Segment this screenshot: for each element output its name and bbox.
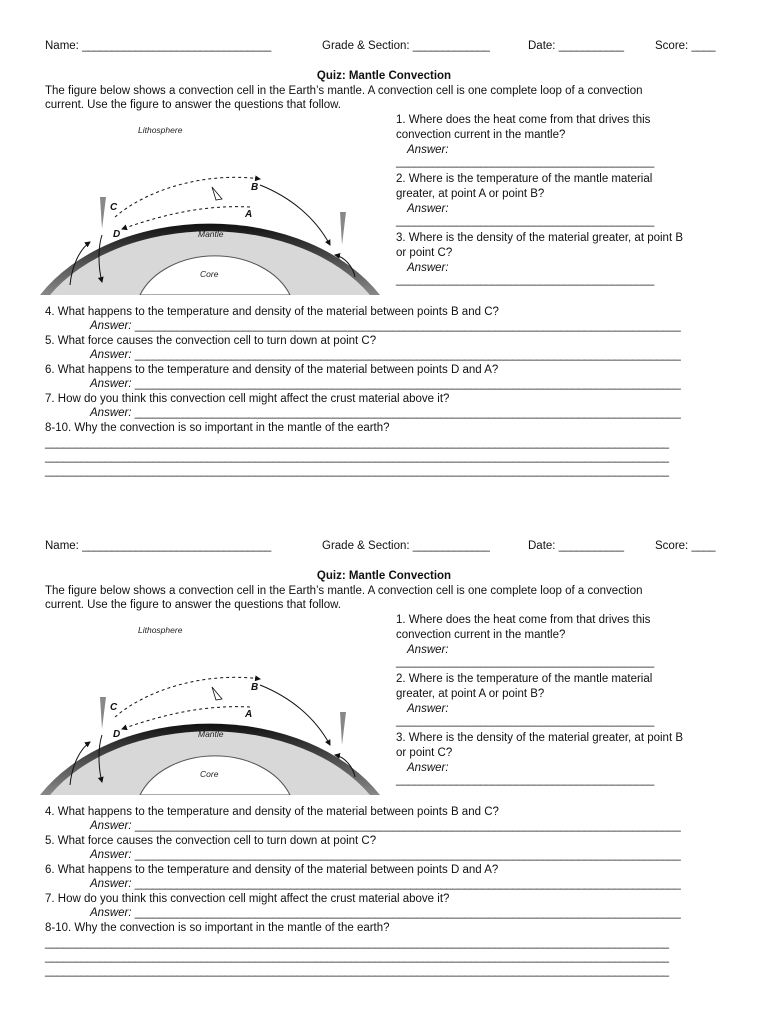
answer-label: Answer: xyxy=(407,703,449,715)
answer-row-q7 xyxy=(90,906,680,920)
mantle-convection-figure xyxy=(40,117,380,295)
essay-line-2[interactable]: ________________________________________________________________________________________________________ xyxy=(45,951,669,963)
question-5: 5. What force causes the convection cell to turn down at point C? xyxy=(45,335,377,347)
answer-label: Answer: xyxy=(407,762,449,774)
intro-line-1: The figure below shows a convection cell in the Earth’s mantle. A convection cell is one complete loop of a convection xyxy=(45,85,643,97)
score-field[interactable]: ____ xyxy=(691,40,716,52)
core-label: Core xyxy=(200,269,219,279)
answer-label: Answer: xyxy=(90,820,132,832)
question-4: 4. What happens to the temperature and density of the material between points B and C? xyxy=(45,806,499,818)
question-2-line-1: 2. Where is the temperature of the mantle material xyxy=(396,173,653,185)
grade-group xyxy=(322,539,489,553)
grade-label: Grade & Section: xyxy=(322,40,410,52)
quiz-title: Quiz: Mantle Convection xyxy=(316,570,452,582)
score-label: Score: xyxy=(655,40,689,52)
answer-row-q6 xyxy=(90,377,680,391)
mantle-label: Mantle xyxy=(198,229,224,239)
question-3-line-1: 3. Where is the density of the material greater, at point B xyxy=(396,232,684,244)
score-group xyxy=(655,39,715,53)
answer-label: Answer: xyxy=(90,878,132,890)
essay-line-1[interactable]: ________________________________________________________________________________________________________ xyxy=(45,937,669,949)
answer-field-q3[interactable]: ___________________________________________ xyxy=(396,274,654,286)
question-6: 6. What happens to the temperature and density of the material between points D and A? xyxy=(45,364,499,376)
answer-row-q5 xyxy=(90,848,680,862)
answer-field-q5[interactable]: ___________________________________________________________________________________________ xyxy=(134,349,681,361)
question-1-line-1: 1. Where does the heat come from that drives this xyxy=(396,114,651,126)
question-7: 7. How do you think this convection cell might affect the crust material above it? xyxy=(45,393,450,405)
essay-line-1[interactable]: ________________________________________________________________________________________________________ xyxy=(45,437,669,449)
answer-field-q2[interactable]: ___________________________________________ xyxy=(396,215,654,227)
essay-line-3[interactable]: ________________________________________________________________________________________________________ xyxy=(45,965,669,977)
question-1-line-2: convection current in the mantle? xyxy=(396,629,566,641)
quiz-copy-1 xyxy=(0,0,768,500)
point-b-label: B xyxy=(251,682,259,693)
essay-line-2[interactable]: ________________________________________________________________________________________________________ xyxy=(45,451,669,463)
name-label: Name: xyxy=(45,540,79,552)
question-2-line-1: 2. Where is the temperature of the mantle material xyxy=(396,673,653,685)
intro-line-2: current. Use the figure to answer the questions that follow. xyxy=(45,99,341,111)
score-group xyxy=(655,539,715,553)
quiz-title: Quiz: Mantle Convection xyxy=(316,70,452,82)
answer-field-q4[interactable]: ___________________________________________________________________________________________ xyxy=(134,820,681,832)
question-4: 4. What happens to the temperature and density of the material between points B and C? xyxy=(45,306,499,318)
answer-label: Answer: xyxy=(407,144,449,156)
answer-row-q6 xyxy=(90,877,680,891)
answer-field-q4[interactable]: ___________________________________________________________________________________________ xyxy=(134,320,681,332)
grade-label: Grade & Section: xyxy=(322,540,410,552)
date-label: Date: xyxy=(528,540,556,552)
question-3-line-2: or point C? xyxy=(396,747,453,759)
answer-label: Answer: xyxy=(90,407,132,419)
name-field[interactable]: ________________________________ xyxy=(82,540,271,552)
question-1-line-2: convection current in the mantle? xyxy=(396,129,566,141)
intro-line-1: The figure below shows a convection cell in the Earth’s mantle. A convection cell is one complete loop of a convection xyxy=(45,585,643,597)
question-3-line-1: 3. Where is the density of the material greater, at point B xyxy=(396,732,684,744)
answer-row-q4 xyxy=(90,319,680,333)
point-d-label: D xyxy=(113,729,121,740)
quiz-copy-2 xyxy=(0,500,768,1000)
point-c-label: C xyxy=(110,202,118,213)
answer-field-q7[interactable]: ___________________________________________________________________________________________ xyxy=(134,907,681,919)
answer-field-q3[interactable]: ___________________________________________ xyxy=(396,774,654,786)
lithosphere-label: Lithosphere xyxy=(138,625,183,635)
answer-label: Answer: xyxy=(407,644,449,656)
grade-group xyxy=(322,39,489,53)
date-field[interactable]: ___________ xyxy=(558,540,624,552)
answer-field-q6[interactable]: ___________________________________________________________________________________________ xyxy=(134,378,681,390)
point-b-label: B xyxy=(251,182,259,193)
answer-field-q6[interactable]: ___________________________________________________________________________________________ xyxy=(134,878,681,890)
name-label: Name: xyxy=(45,40,79,52)
answer-field-q7[interactable]: ___________________________________________________________________________________________ xyxy=(134,407,681,419)
answer-field-q1[interactable]: ___________________________________________ xyxy=(396,156,654,168)
header-row xyxy=(45,539,271,553)
answer-label: Answer: xyxy=(90,349,132,361)
answer-label: Answer: xyxy=(90,378,132,390)
question-7: 7. How do you think this convection cell might affect the crust material above it? xyxy=(45,893,450,905)
point-a-label: A xyxy=(245,709,253,720)
lithosphere-label: Lithosphere xyxy=(138,125,183,135)
mantle-label: Mantle xyxy=(198,729,224,739)
answer-field-q5[interactable]: ___________________________________________________________________________________________ xyxy=(134,849,681,861)
grade-field[interactable]: _____________ xyxy=(412,40,490,52)
answer-row-q7 xyxy=(90,406,680,420)
answer-label: Answer: xyxy=(407,262,449,274)
question-8-10: 8-10. Why the convection is so important in the mantle of the earth? xyxy=(45,422,390,434)
question-2-line-2: greater, at point A or point B? xyxy=(396,688,545,700)
core-label: Core xyxy=(200,769,219,779)
score-label: Score: xyxy=(655,540,689,552)
score-field[interactable]: ____ xyxy=(691,540,716,552)
answer-field-q1[interactable]: ___________________________________________ xyxy=(396,656,654,668)
date-field[interactable]: ___________ xyxy=(558,40,624,52)
date-label: Date: xyxy=(528,40,556,52)
point-c-label: C xyxy=(110,702,118,713)
answer-label: Answer: xyxy=(90,320,132,332)
answer-field-q2[interactable]: ___________________________________________ xyxy=(396,715,654,727)
mantle-convection-figure xyxy=(40,617,380,795)
answer-label: Answer: xyxy=(90,849,132,861)
point-a-label: A xyxy=(245,209,253,220)
question-3-line-2: or point C? xyxy=(396,247,453,259)
answer-label: Answer: xyxy=(90,907,132,919)
essay-line-3[interactable]: ________________________________________________________________________________________________________ xyxy=(45,465,669,477)
question-2-line-2: greater, at point A or point B? xyxy=(396,188,545,200)
point-d-label: D xyxy=(113,229,121,240)
question-8-10: 8-10. Why the convection is so important in the mantle of the earth? xyxy=(45,922,390,934)
question-6: 6. What happens to the temperature and density of the material between points D and A? xyxy=(45,864,499,876)
question-1-line-1: 1. Where does the heat come from that drives this xyxy=(396,614,651,626)
name-field[interactable]: ________________________________ xyxy=(82,40,271,52)
answer-row-q4 xyxy=(90,819,680,833)
answer-row-q5 xyxy=(90,348,680,362)
grade-field[interactable]: _____________ xyxy=(412,540,490,552)
answer-label: Answer: xyxy=(407,203,449,215)
date-group xyxy=(528,39,624,53)
question-5: 5. What force causes the convection cell to turn down at point C? xyxy=(45,835,377,847)
date-group xyxy=(528,539,624,553)
intro-line-2: current. Use the figure to answer the questions that follow. xyxy=(45,599,341,611)
header-row xyxy=(45,39,271,53)
